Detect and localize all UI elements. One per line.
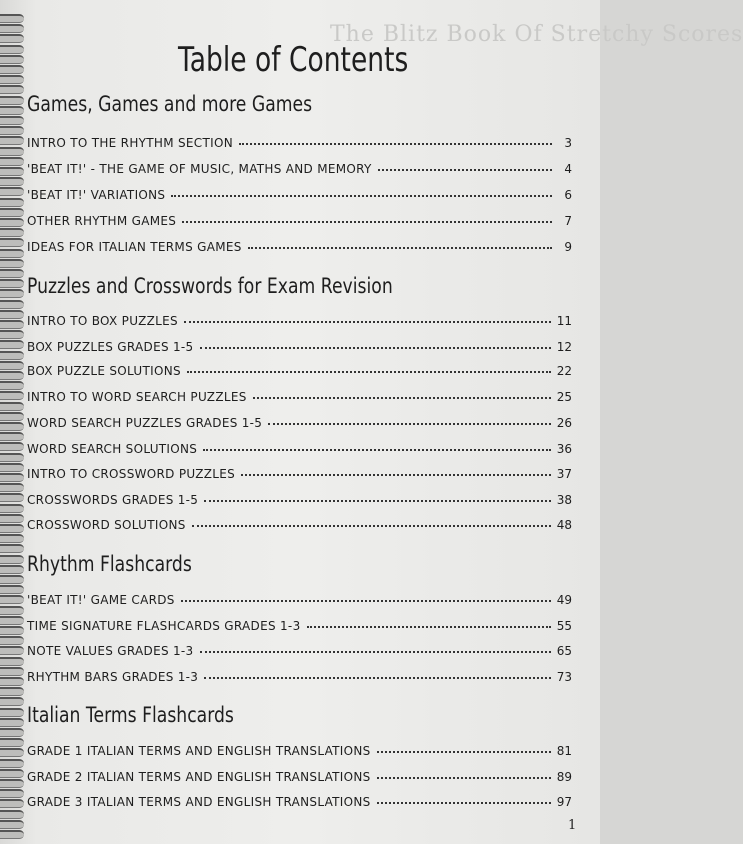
dot-leader: [377, 802, 551, 804]
binding-coil: [0, 279, 24, 288]
toc-entry[interactable]: [27, 162, 572, 180]
toc-entry[interactable]: [27, 416, 572, 434]
toc-entry-page: 22: [556, 364, 572, 378]
binding-coil: [0, 595, 24, 604]
binding-coil: [0, 667, 24, 676]
toc-entry-page: 3: [564, 136, 572, 150]
binding-coil: [0, 799, 24, 808]
toc-entry-label: 'BEAT IT!' VARIATIONS: [27, 188, 166, 202]
binding-coil: [0, 228, 24, 237]
dot-leader: [200, 347, 551, 349]
toc-entry-page: 81: [556, 744, 572, 758]
binding-coil: [0, 769, 24, 778]
binding-coil: [0, 116, 24, 125]
toc-entry-page: 38: [556, 493, 572, 507]
dot-leader: [377, 777, 551, 779]
binding-coil: [0, 300, 24, 309]
toc-entry-page: 7: [564, 214, 572, 228]
toc-entry[interactable]: [27, 240, 572, 258]
dot-leader: [378, 169, 552, 171]
toc-entry-label: 'BEAT IT!' - THE GAME OF MUSIC, MATHS AND MEMORY: [27, 162, 372, 176]
binding-coil: [0, 96, 24, 105]
binding-coil: [0, 269, 24, 278]
section-heading-italian-flashcards: Italian Terms Flashcards: [27, 703, 234, 727]
section-heading-rhythm-flashcards: Rhythm Flashcards: [27, 552, 192, 576]
toc-entry-label: INTRO TO BOX PUZZLES: [27, 314, 178, 328]
toc-entry[interactable]: [27, 744, 572, 762]
dot-leader: [181, 600, 551, 602]
toc-entry-label: OTHER RHYTHM GAMES: [27, 214, 177, 228]
show-through-header: The Blitz Book Of Stretchy Scores: [330, 22, 743, 47]
toc-entry-page: 73: [556, 670, 572, 684]
toc-entry-label: INTRO TO WORD SEARCH PUZZLES: [27, 390, 247, 404]
toc-entry[interactable]: [27, 795, 572, 813]
binding-coil: [0, 85, 24, 94]
toc-entry-label: WORD SEARCH PUZZLES GRADES 1-5: [27, 416, 263, 430]
binding-coil: [0, 167, 24, 176]
binding-coil: [0, 208, 24, 217]
dot-leader: [203, 449, 551, 451]
binding-coil: [0, 249, 24, 258]
binding-coil: [0, 524, 24, 533]
toc-entry-page: 48: [556, 518, 572, 532]
binding-coil: [0, 340, 24, 349]
binding-coil: [0, 106, 24, 115]
toc-entry[interactable]: [27, 340, 572, 358]
toc-entry-label: TIME SIGNATURE FLASHCARDS GRADES 1-3: [27, 619, 301, 633]
dot-leader: [192, 525, 551, 527]
toc-entry[interactable]: [27, 314, 572, 332]
binding-coil: [0, 677, 24, 686]
binding-coil: [0, 320, 24, 329]
dot-leader: [248, 247, 552, 249]
binding-coil: [0, 626, 24, 635]
binding-coil: [0, 748, 24, 757]
toc-entry-page: 49: [556, 593, 572, 607]
binding-coil: [0, 432, 24, 441]
binding-coil: [0, 585, 24, 594]
binding-coil: [0, 65, 24, 74]
dot-leader: [268, 423, 550, 425]
binding-coil: [0, 238, 24, 247]
binding-coil: [0, 157, 24, 166]
toc-entry[interactable]: [27, 214, 572, 232]
page-number: 1: [568, 818, 577, 833]
dot-leader: [204, 500, 550, 502]
binding-coil: [0, 24, 24, 33]
binding-coil: [0, 147, 24, 156]
binding-coil: [0, 55, 24, 64]
binding-coil: [0, 493, 24, 502]
binding-coil: [0, 483, 24, 492]
binding-coil: [0, 14, 24, 23]
toc-entry-page: 55: [556, 619, 572, 633]
toc-entry-page: 25: [556, 390, 572, 404]
binding-coil: [0, 310, 24, 319]
toc-entry-label: BOX PUZZLE SOLUTIONS: [27, 364, 181, 378]
toc-entry[interactable]: [27, 390, 572, 408]
binding-coil: [0, 616, 24, 625]
dot-leader: [200, 651, 551, 653]
binding-coil: [0, 606, 24, 615]
binding-coil: [0, 534, 24, 543]
binding-coil: [0, 402, 24, 411]
dot-leader: [241, 474, 551, 476]
binding-coil: [0, 453, 24, 462]
toc-entry-label: GRADE 1 ITALIAN TERMS AND ENGLISH TRANSLATIONS: [27, 744, 371, 758]
binding-coil: [0, 708, 24, 717]
binding-coil: [0, 198, 24, 207]
binding-coil: [0, 697, 24, 706]
binding-coil: [0, 810, 24, 819]
toc-entry[interactable]: [27, 670, 572, 688]
toc-entry[interactable]: [27, 518, 572, 536]
toc-entry-page: 65: [556, 644, 572, 658]
toc-entry-label: RHYTHM BARS GRADES 1-3: [27, 670, 199, 684]
toc-entry[interactable]: [27, 442, 572, 460]
toc-entry-page: 26: [556, 416, 572, 430]
binding-coil: [0, 381, 24, 390]
toc-entry-page: 89: [556, 770, 572, 784]
toc-entry[interactable]: [27, 188, 572, 206]
binding-coil: [0, 45, 24, 54]
binding-coil: [0, 646, 24, 655]
binding-coil: [0, 463, 24, 472]
toc-entry-label: 'BEAT IT!' GAME CARDS: [27, 593, 175, 607]
toc-entry-label: GRADE 3 ITALIAN TERMS AND ENGLISH TRANSLATIONS: [27, 795, 371, 809]
toc-entry[interactable]: [27, 770, 572, 788]
binding-coil: [0, 289, 24, 298]
binding-coil: [0, 565, 24, 574]
binding-coil: [0, 75, 24, 84]
toc-entry-label: INTRO TO CROSSWORD PUZZLES: [27, 467, 236, 481]
dot-leader: [377, 751, 551, 753]
dot-leader: [187, 371, 551, 373]
toc-entry-page: 36: [556, 442, 572, 456]
dot-leader: [171, 195, 552, 197]
binding-coil: [0, 136, 24, 145]
toc-entry-page: 11: [556, 314, 572, 328]
binding-coil: [0, 391, 24, 400]
toc-entry[interactable]: [27, 364, 572, 382]
toc-entry-label: BOX PUZZLES GRADES 1-5: [27, 340, 194, 354]
binding-coil: [0, 330, 24, 339]
toc-entry-label: CROSSWORD SOLUTIONS: [27, 518, 186, 532]
toc-entry[interactable]: [27, 136, 572, 154]
binding-coil: [0, 126, 24, 135]
page-title: Table of Contents: [178, 40, 409, 80]
binding-coil: [0, 687, 24, 696]
dot-leader: [182, 221, 552, 223]
binding-coil: [0, 504, 24, 513]
dot-leader: [239, 143, 552, 145]
toc-entry-label: IDEAS FOR ITALIAN TERMS GAMES: [27, 240, 242, 254]
toc-entry[interactable]: [27, 593, 572, 611]
binding-coil: [0, 820, 24, 829]
toc-entry-label: WORD SEARCH SOLUTIONS: [27, 442, 198, 456]
binding-coil: [0, 575, 24, 584]
binding-coil: [0, 187, 24, 196]
toc-entry[interactable]: [27, 644, 572, 662]
binding-coil: [0, 514, 24, 523]
binding-coil: [0, 218, 24, 227]
toc-entry-page: 9: [564, 240, 572, 254]
binding-coil: [0, 657, 24, 666]
binding-coil: [0, 473, 24, 482]
binding-coil: [0, 759, 24, 768]
dot-leader: [253, 397, 551, 399]
dot-leader: [184, 321, 551, 323]
toc-entry[interactable]: [27, 619, 572, 637]
binding-coil: [0, 718, 24, 727]
binding-coil: [0, 738, 24, 747]
binding-coil: [0, 442, 24, 451]
dot-leader: [204, 677, 550, 679]
binding-coil: [0, 422, 24, 431]
toc-entry-label: NOTE VALUES GRADES 1-3: [27, 644, 194, 658]
toc-entry-label: GRADE 2 ITALIAN TERMS AND ENGLISH TRANSLATIONS: [27, 770, 371, 784]
binding-coil: [0, 361, 24, 370]
binding-coil: [0, 34, 24, 43]
toc-entry[interactable]: [27, 467, 572, 485]
toc-entry-page: 4: [564, 162, 572, 176]
section-heading-games: Games, Games and more Games: [27, 92, 313, 116]
spiral-binding: [0, 14, 30, 844]
binding-coil: [0, 544, 24, 553]
binding-coil: [0, 259, 24, 268]
toc-entry-page: 12: [556, 340, 572, 354]
toc-entry-page: 97: [556, 795, 572, 809]
binding-coil: [0, 412, 24, 421]
binding-coil: [0, 728, 24, 737]
dot-leader: [307, 626, 551, 628]
section-heading-puzzles: Puzzles and Crosswords for Exam Revision: [27, 274, 393, 298]
toc-entry-label: CROSSWORDS GRADES 1-5: [27, 493, 199, 507]
toc-entry-page: 6: [564, 188, 572, 202]
toc-entry-page: 37: [556, 467, 572, 481]
binding-coil: [0, 779, 24, 788]
binding-coil: [0, 636, 24, 645]
binding-coil: [0, 351, 24, 360]
binding-coil: [0, 177, 24, 186]
binding-coil: [0, 555, 24, 564]
binding-coil: [0, 830, 24, 839]
toc-entry[interactable]: [27, 493, 572, 511]
toc-entry-label: INTRO TO THE RHYTHM SECTION: [27, 136, 233, 150]
binding-coil: [0, 371, 24, 380]
binding-coil: [0, 789, 24, 798]
